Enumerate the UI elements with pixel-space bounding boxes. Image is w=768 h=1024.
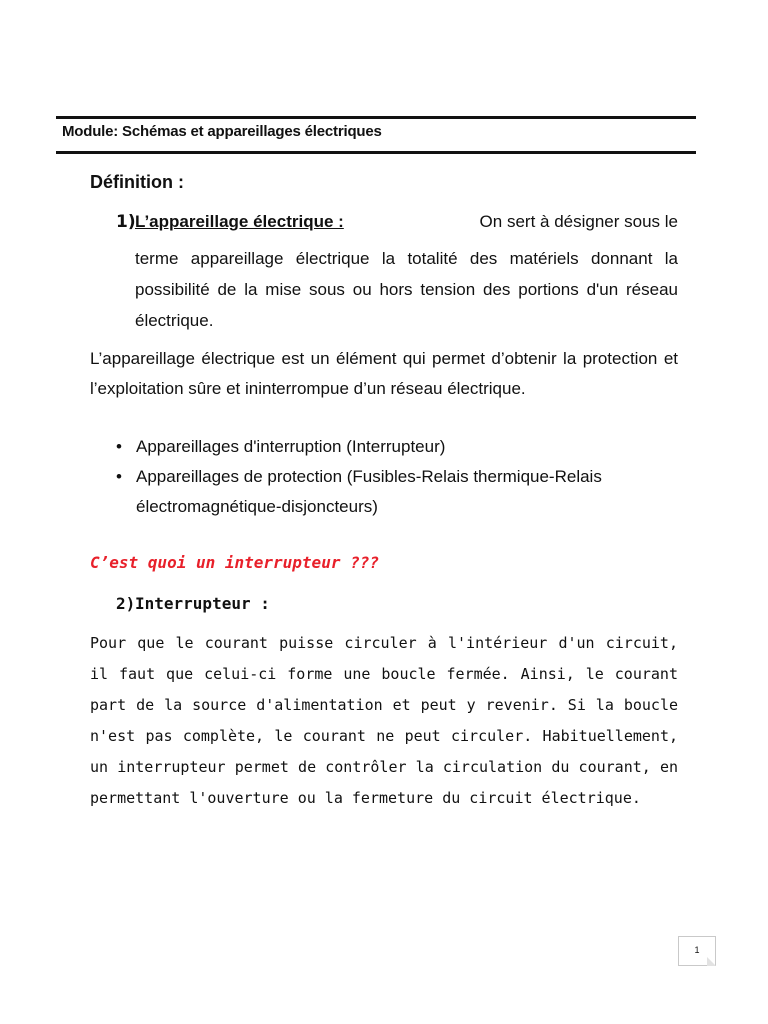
bullet-list xyxy=(90,432,678,522)
bullet-text: Appareillages d'interruption (Interrupteur) xyxy=(136,437,446,456)
item-1-title: L’appareillage électrique : xyxy=(135,212,344,231)
page-fold-icon xyxy=(707,957,716,966)
item-1-body: terme appareillage électrique la totalité des matériels donnant la possibilité de la mise sous ou hors tension des portions d'un réseau électrique. xyxy=(135,249,678,330)
list-item xyxy=(90,462,678,522)
bullet-icon: • xyxy=(116,467,122,486)
module-title: Module: Schémas et appareillages électriques xyxy=(62,123,382,140)
item-2-title: Interrupteur : xyxy=(135,594,270,613)
definition-heading: Définition : xyxy=(90,172,184,192)
item-1-intro: On sert à désigner sous le xyxy=(479,212,678,231)
page-number: 1 xyxy=(694,945,700,955)
list-item xyxy=(90,432,678,462)
module-header-bar xyxy=(56,116,696,154)
item-2-number: 2) xyxy=(116,594,136,613)
paragraph-interrupteur: Pour que le courant puisse circuler à l'intérieur d'un circuit, il faut que celui-ci forme une boucle fermée. Ainsi, le courant part de la source d'alimentation et peut y revenir. Si la boucle n'est pas complète, le courant ne peut circuler. Habituellement, un interrupteur permet de contrôler la circulation du courant, en permettant l'ouverture ou la fermeture du circuit électrique. xyxy=(90,634,678,807)
bullet-text: Appareillages de protection (Fusibles-Relais thermique-Relais électromagnétique-disjoncteurs) xyxy=(136,467,602,516)
page-number-box xyxy=(678,936,716,966)
bullet-icon: • xyxy=(116,437,122,456)
paragraph-appareillage: L’appareillage électrique est un élément qui permet d’obtenir la protection et l’exploitation sûre et ininterrompue d’un réseau électrique. xyxy=(90,349,678,398)
question-heading: C’est quoi un interrupteur ??? xyxy=(90,553,379,572)
item-1-number: 1) xyxy=(116,212,136,232)
